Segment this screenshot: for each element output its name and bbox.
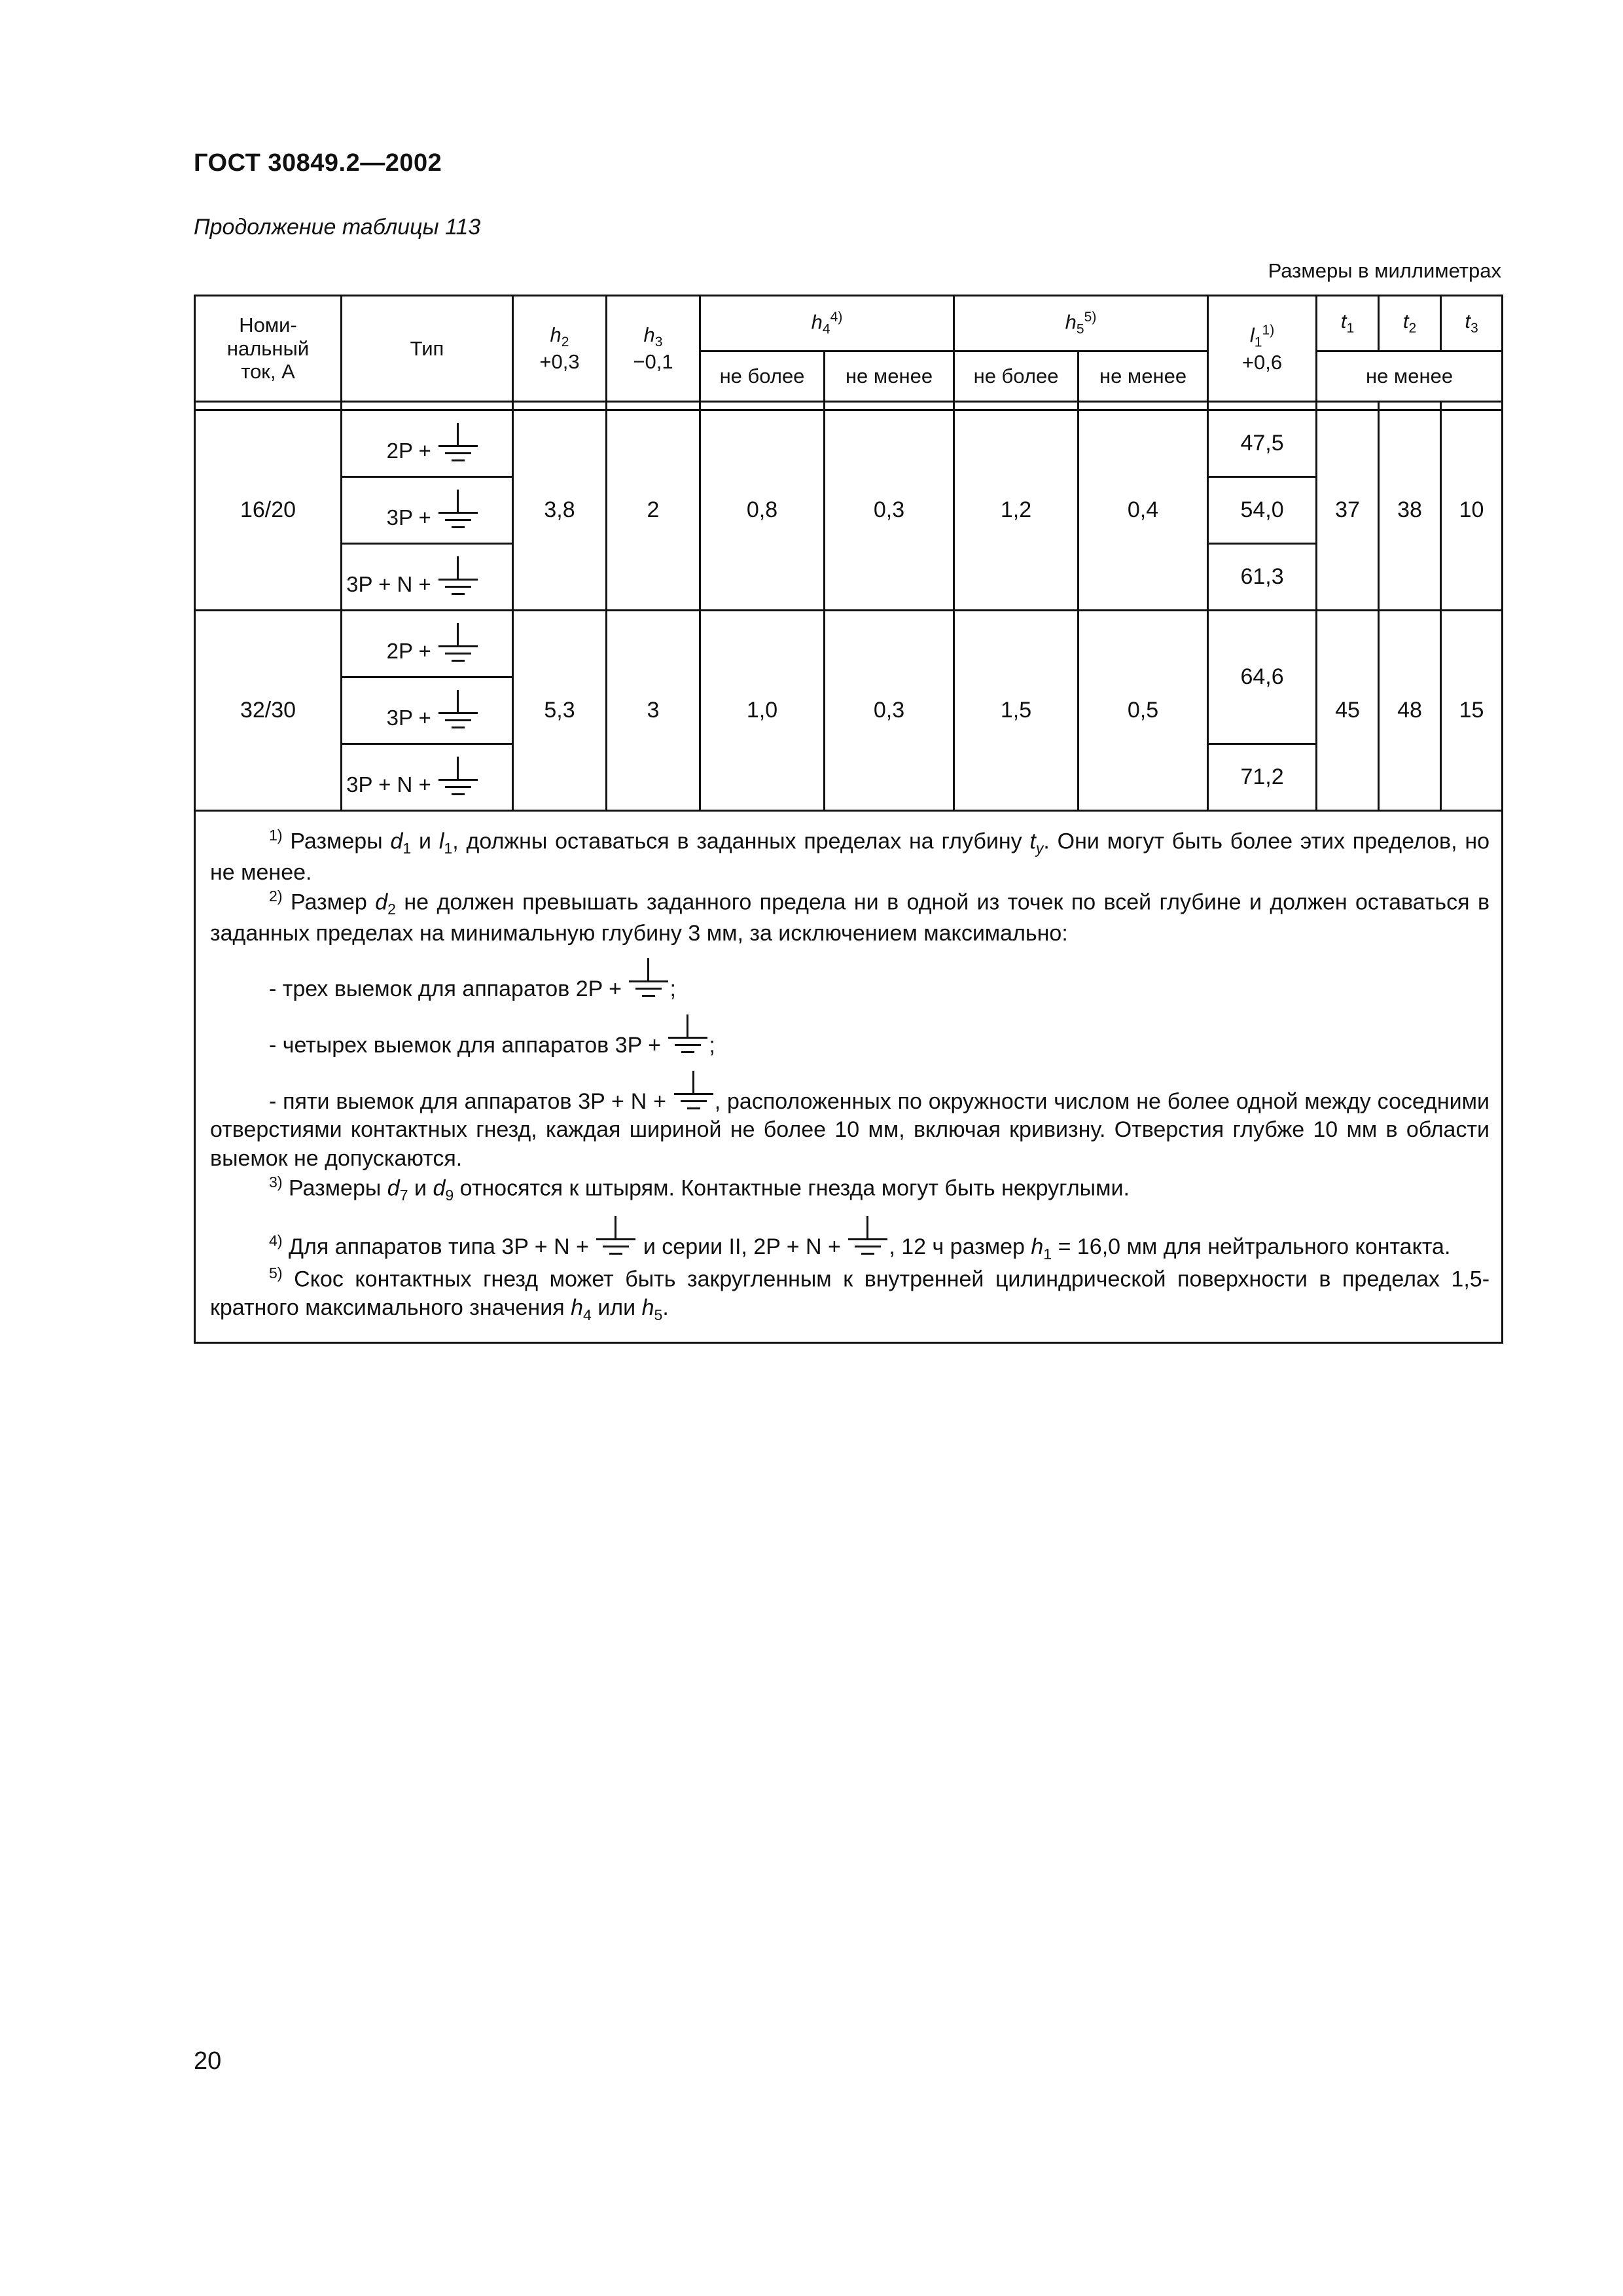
cell-h2: 3,8	[513, 410, 607, 611]
header-h5-max: не более	[954, 351, 1079, 402]
t3-subscript: 3	[1470, 321, 1478, 336]
earth-ground-icon	[628, 958, 669, 1000]
header-h5	[954, 296, 1208, 351]
cell-h4-min: 0,3	[825, 611, 954, 811]
t1-subscript: 1	[1346, 321, 1355, 336]
header-h4-min: не менее	[825, 351, 954, 402]
cell-h3: 2	[607, 410, 700, 611]
earth-ground-icon	[673, 1071, 715, 1113]
t2-subscript: 2	[1408, 321, 1417, 336]
cell-h2: 5,3	[513, 611, 607, 811]
table-continuation-caption: Продолжение таблицы 113	[194, 215, 481, 240]
earth-ground-icon	[595, 1216, 637, 1258]
cell-type: 2P +	[342, 611, 513, 677]
footnote-2-item-1: - трех выемок для аппаратов 2P + ;	[210, 958, 1489, 1004]
cell-l1: 64,6	[1208, 611, 1317, 744]
table-row	[195, 611, 1503, 677]
h4-subscript: 4	[822, 321, 830, 337]
cell-h5-min: 0,5	[1079, 611, 1208, 811]
h5-subscript: 5	[1076, 321, 1084, 337]
cell-h4-min: 0,3	[825, 410, 954, 611]
h5-note-mark: 5)	[1084, 309, 1097, 325]
earth-ground-icon	[437, 690, 479, 732]
standard-title: ГОСТ 30849.2—2002	[194, 149, 442, 177]
header-t1	[1317, 296, 1379, 351]
cell-type: 3P + N +	[342, 544, 513, 611]
cell-h4-max: 1,0	[700, 611, 825, 811]
cell-t2: 48	[1379, 611, 1441, 811]
cell-t3: 15	[1441, 611, 1503, 811]
t3-symbol: t	[1465, 310, 1471, 333]
h3-tolerance: −0,1	[633, 350, 673, 374]
units-caption: Размеры в миллиметрах	[1268, 259, 1501, 282]
cell-l1: 54,0	[1208, 477, 1317, 544]
cell-type: 3P +	[342, 677, 513, 744]
l1-subscript: 1	[1254, 334, 1262, 350]
header-rated-current: Номи- нальный ток, А	[195, 296, 342, 402]
footnote-3: $^{3)}$ Размеры $d_7$ и $d_9$ относятся к штырям. Контактные гнезда могут быть некруглыми.	[269, 1174, 1130, 1204]
h4-note-mark: 4)	[830, 309, 843, 325]
h5-symbol: h	[1065, 310, 1077, 333]
header-separator	[195, 402, 1503, 410]
header-h5-min: не менее	[1079, 351, 1208, 402]
header-l1	[1208, 296, 1317, 402]
h2-symbol: h	[550, 323, 562, 346]
cell-t1: 45	[1317, 611, 1379, 811]
header-h2	[513, 296, 607, 402]
footnote-2-item-2: - четырех выемок для аппаратов 3P + ;	[210, 1014, 1489, 1060]
cell-l1: 47,5	[1208, 410, 1317, 477]
page-number: 20	[194, 2047, 222, 2075]
l1-note-mark: 1)	[1262, 323, 1275, 338]
header-t3	[1441, 296, 1503, 351]
footnotes-row	[195, 811, 1503, 1343]
earth-ground-icon	[437, 423, 479, 465]
footnote-5: $^{5)}$ Скос контактных гнезд может быть закругленным к внутренней цилиндрической поверхности в пределах 1,5-кратного максимального значения $h_4$ или $h_5$.	[210, 1265, 1490, 1323]
footnotes	[196, 812, 1501, 1342]
l1-tolerance: +0,6	[1241, 351, 1283, 374]
header-h3	[607, 296, 700, 402]
earth-ground-icon	[437, 623, 479, 665]
h3-symbol: h	[643, 323, 655, 346]
t1-symbol: t	[1340, 310, 1347, 333]
footnote-1: $^{1)}$ Размеры $d_1$ и $l_1$, должны оставаться в заданных пределах на глубину $t_y$. Они могут быть более этих пределов, но не менее.	[210, 827, 1490, 885]
header-h4-max: не более	[700, 351, 825, 402]
cell-type: 3P + N +	[342, 744, 513, 811]
earth-ground-icon	[437, 556, 479, 598]
table-row	[195, 410, 1503, 477]
earth-ground-icon	[847, 1216, 889, 1258]
earth-ground-icon	[667, 1014, 709, 1056]
cell-l1: 61,3	[1208, 544, 1317, 611]
cell-rated-current: 16/20	[195, 410, 342, 611]
cell-l1: 71,2	[1208, 744, 1317, 811]
earth-ground-icon	[437, 490, 479, 531]
header-t-min: не менее	[1317, 351, 1503, 402]
t2-symbol: t	[1402, 310, 1409, 333]
cell-t3: 10	[1441, 410, 1503, 611]
h2-tolerance: +0,3	[539, 350, 580, 374]
cell-h5-max: 1,2	[954, 410, 1079, 611]
header-t2	[1379, 296, 1441, 351]
h4-symbol: h	[811, 310, 823, 333]
cell-type: 3P +	[342, 477, 513, 544]
header-type: Тип	[342, 296, 513, 402]
footnote-2-item-3: - пяти выемок для аппаратов 3P + N + , расположенных по окружности числом не более одной между соседними отверстиями контактных гнезд, каждая шириной не более 10 мм, включая кривизну. Отверстия глубже 10 мм в области выемок не допускаются.	[210, 1071, 1489, 1174]
footnote-4: $^{4)}$ Для аппаратов типа 3P + N + и серии II, 2P + N + , 12 ч размер $h_1 = 16,0$ мм для нейтрального контакта.	[210, 1216, 1489, 1264]
header-h4	[700, 296, 954, 351]
l1-symbol: l	[1249, 323, 1255, 347]
footnotes-cell	[195, 811, 1503, 1343]
cell-t2: 38	[1379, 410, 1441, 611]
cell-h5-max: 1,5	[954, 611, 1079, 811]
dimensions-table	[194, 295, 1503, 1344]
cell-h3: 3	[607, 611, 700, 811]
cell-h5-min: 0,4	[1079, 410, 1208, 611]
earth-ground-icon	[437, 757, 479, 798]
header-row-1	[195, 296, 1503, 351]
h2-subscript: 2	[561, 334, 569, 350]
footnote-2: $^{2)}$ Размер $d_2$ не должен превышать заданного предела ни в одной из точек по всей глубине и должен оставаться в заданных пределах на минимальную глубину 3 мм, за исключением максимально:	[210, 888, 1490, 946]
cell-h4-max: 0,8	[700, 410, 825, 611]
cell-type: 2P +	[342, 410, 513, 477]
cell-t1: 37	[1317, 410, 1379, 611]
cell-rated-current: 32/30	[195, 611, 342, 811]
h3-subscript: 3	[654, 334, 663, 350]
